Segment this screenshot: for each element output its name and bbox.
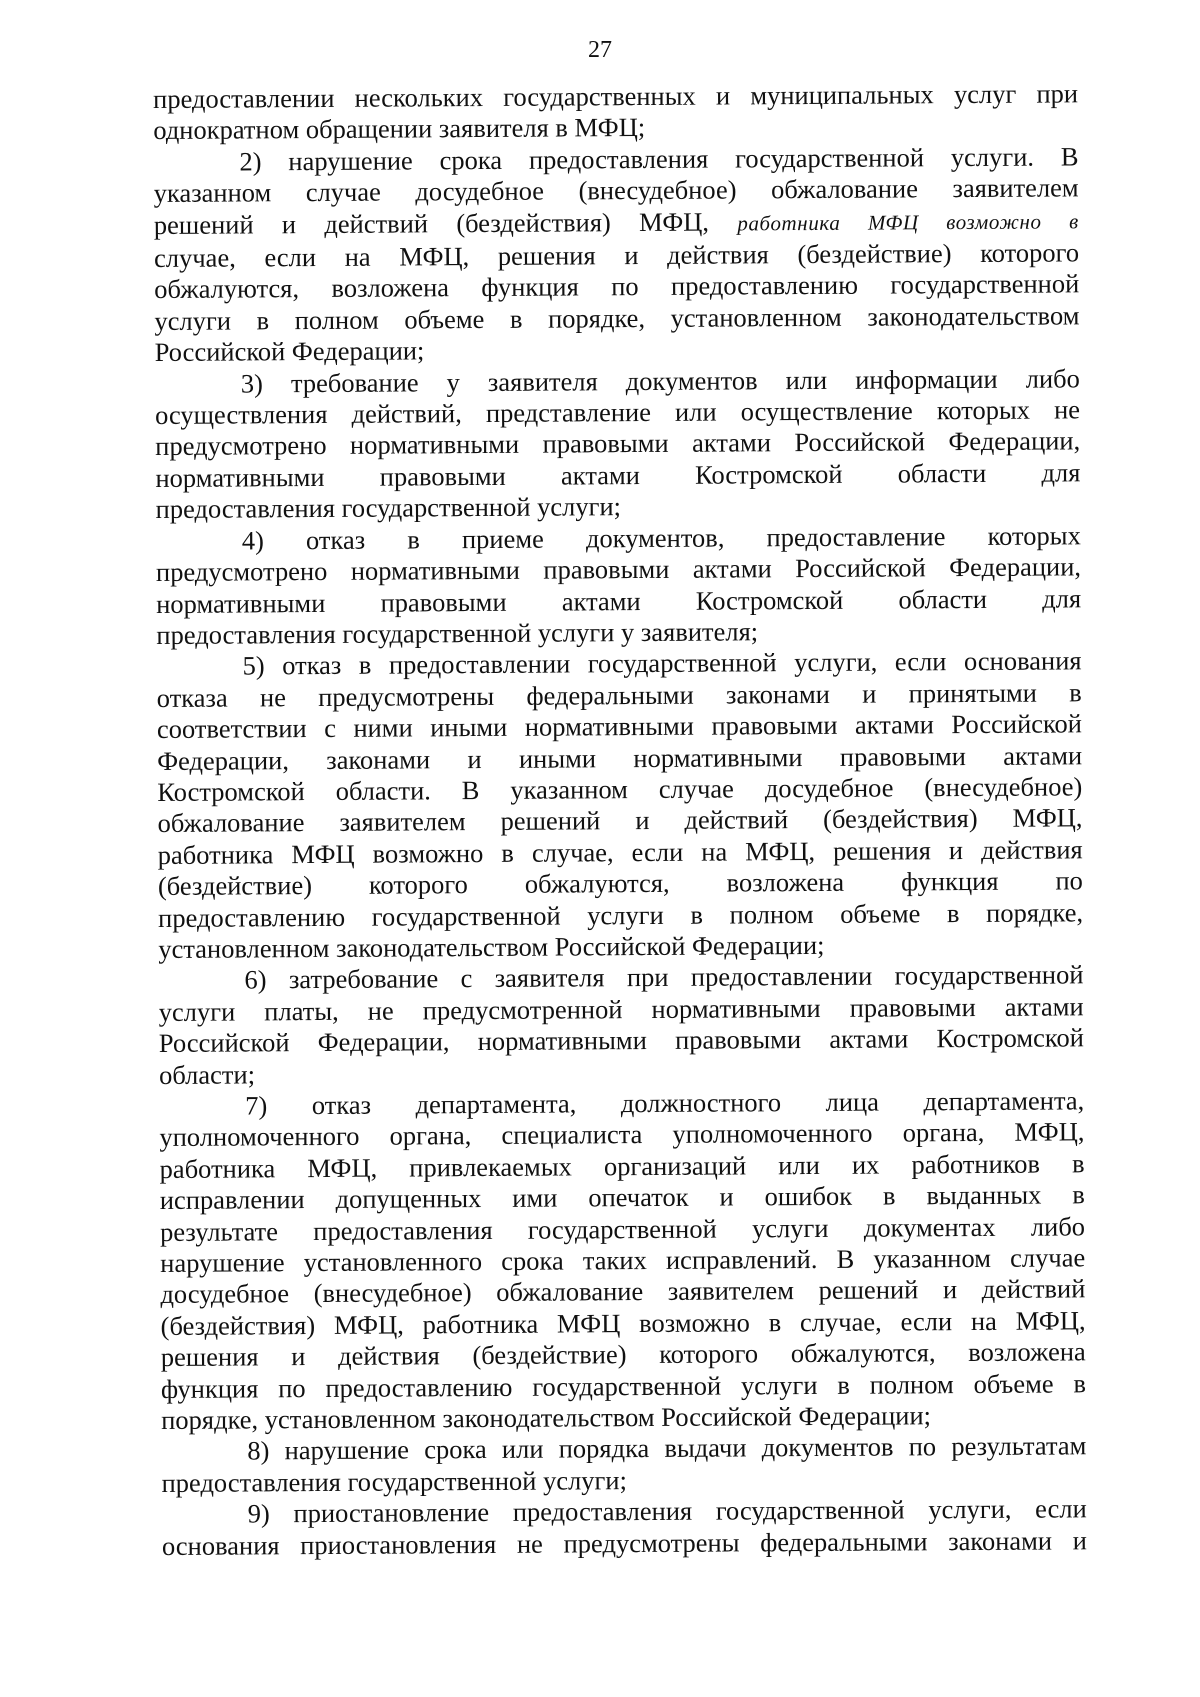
text-line: области; [158,1058,256,1090]
text-line: 2) нарушение срока предоставления государственной услуги. В [239,141,1079,177]
text-line: 6) затребование с заявителя при предоставлении государственной [244,959,1084,995]
text-line: предусмотрено нормативными правовыми актами Российской Федерации, [155,551,1082,588]
text-line: Костромской области. В указанном случае досудебное (внесудебное) [157,771,1083,807]
text-line: 5) отказ в предоставлении государственной услуги, если основания [242,645,1082,681]
text-line: работника МФЦ возможно в случае, если на МФЦ, решения и действия [157,834,1083,870]
text-line: предоставления государственной услуги; [161,1465,628,1498]
text-line: решения и действия (бездействие) которого обжалуются, возложена [160,1336,1086,1373]
document-body [153,78,1087,1562]
text-line: услуги в полном объеме в порядке, установленном законодательством [154,300,1080,336]
text-line: предоставления государственной услуги у заявителя; [156,616,759,650]
text-segment: решений и действий (бездействия) МФЦ, [153,206,710,240]
text-line: 9) приостановление предоставления государственной услуги, если [247,1493,1087,1529]
text-line: однократном обращении заявителя в МФЦ; [153,112,646,146]
text-line: услуги платы, не предусмотренной нормативными правовыми актами [158,991,1084,1027]
text-line: нормативными правовыми актами Костромской области для [155,457,1081,493]
text-line: обжалуются, возложена функция по предоставлению государственной [154,268,1080,305]
page-number: 27 [588,37,612,63]
text-line [154,204,1079,243]
text-line: предоставлению государственной услуги в полном объеме в порядке, [158,896,1084,933]
text-line: 4) отказ в приеме документов, предоставление которых [241,520,1081,556]
text-line: установленном законодательством Российской Федерации; [158,929,825,964]
text-line: 8) нарушение срока или порядка выдачи документов по результатам [247,1430,1087,1466]
text-line: случае, если на МФЦ, решения и действия (бездействие) которого [153,237,1080,274]
text-line: нарушение установленного срока таких исправлений. В указанном случае [160,1242,1086,1279]
text-line: работника МФЦ, привлекаемых организаций или их работников в [159,1148,1085,1184]
text-line: 7) отказ департамента, должностного лица департамента, [245,1085,1085,1121]
text-line: результате предоставления государственной услуги документах либо [159,1210,1086,1247]
text-line: предусмотрено нормативными правовыми актами Российской Федерации, [155,425,1081,462]
text-line: указанном случае досудебное (внесудебное) обжалование заявителем [153,172,1079,209]
text-line: Российской Федерации, нормативными правовыми актами Костромской [158,1022,1084,1059]
text-line: (бездействие) которого обжалуются, возложена функция по [157,865,1083,902]
text-line: предоставлении нескольких государственных и муниципальных услуг при [153,78,1079,114]
text-line: функция по предоставлению государственной услуги в полном объеме в [160,1367,1087,1404]
text-line: нормативными правовыми актами Костромской области для [156,582,1082,619]
text-line: 3) требование у заявителя документов или информации либо [240,363,1080,399]
text-line: осуществления действий, представление или осуществление которых не [154,394,1081,431]
text-line: обжалование заявителем решений и действий (бездействия) МФЦ, [157,802,1083,839]
text-line: предоставления государственной услуги; [155,491,622,525]
text-line: основания приостановления не предусмотрены федеральными законами и [161,1525,1088,1561]
text-line: Федерации, законами и иными нормативными правовыми актами [157,739,1083,776]
text-line: (бездействия) МФЦ, работника МФЦ возможно в случае, если на МФЦ, [160,1305,1086,1341]
text-line: исправлении допущенных ими опечаток и ошибок в выданных в [159,1179,1085,1216]
text-segment-smudged: работника МФЦ возможно в [737,208,1079,236]
text-line: уполномоченного органа, специалиста уполномоченного органа, МФЦ, [159,1116,1085,1153]
text-line: порядке, установленном законодательством Российской Федерации; [161,1400,932,1436]
text-line: отказа не предусмотрены федеральными законами и принятыми в [156,677,1082,713]
text-line: Российской Федерации; [154,335,425,368]
text-line: соответствии с ними иными нормативными правовыми актами Российской [156,708,1083,745]
text-line: досудебное (внесудебное) обжалование заявителем решений и действий [160,1273,1086,1310]
